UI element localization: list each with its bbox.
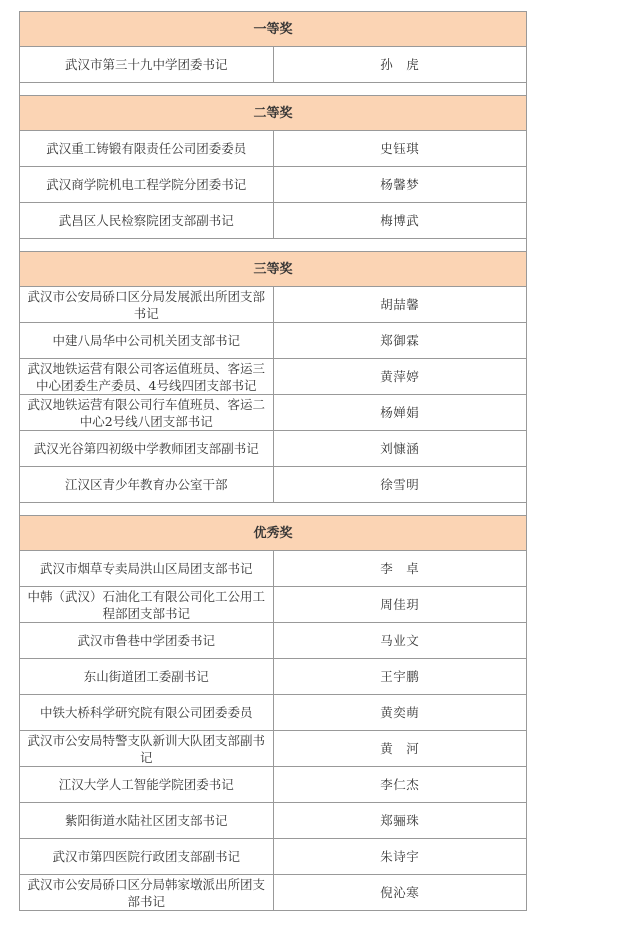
award-title-excellence: 优秀奖 — [20, 516, 527, 551]
name-cell: 郑骊珠 — [273, 803, 527, 839]
award-title-first: 一等奖 — [20, 12, 527, 47]
award-title-third: 三等奖 — [20, 252, 527, 287]
org-cell: 武汉商学院机电工程学院分团委书记 — [20, 167, 274, 203]
award-group-header — [20, 96, 527, 131]
name-cell: 黄 河 — [273, 731, 527, 767]
award-table — [19, 11, 527, 911]
org-cell: 中铁大桥科学研究院有限公司团委委员 — [20, 695, 274, 731]
org-cell: 武汉市鲁巷中学团委书记 — [20, 623, 274, 659]
award-group-header — [20, 516, 527, 551]
table-row — [20, 731, 527, 767]
org-cell: 东山街道团工委副书记 — [20, 659, 274, 695]
org-cell: 武汉光谷第四初级中学教师团支部副书记 — [20, 431, 274, 467]
table-row — [20, 623, 527, 659]
org-cell: 武汉市第三十九中学团委书记 — [20, 47, 274, 83]
table-row — [20, 587, 527, 623]
name-cell: 杨婵娟 — [273, 395, 527, 431]
name-cell: 倪沁寒 — [273, 875, 527, 911]
group-divider — [20, 503, 527, 516]
table-row — [20, 359, 527, 395]
name-cell: 黄奕萌 — [273, 695, 527, 731]
group-divider — [20, 83, 527, 96]
award-group-header — [20, 12, 527, 47]
name-cell: 朱诗宇 — [273, 839, 527, 875]
org-cell: 江汉大学人工智能学院团委书记 — [20, 767, 274, 803]
name-cell: 黄萍婷 — [273, 359, 527, 395]
table-row — [20, 695, 527, 731]
org-cell: 中建八局华中公司机关团支部书记 — [20, 323, 274, 359]
name-cell: 李 卓 — [273, 551, 527, 587]
name-cell: 史钰琪 — [273, 131, 527, 167]
org-cell: 武汉市烟草专卖局洪山区局团支部书记 — [20, 551, 274, 587]
table-row — [20, 167, 527, 203]
table-row — [20, 131, 527, 167]
org-cell: 武汉地铁运营有限公司行车值班员、客运二中心2号线八团支部书记 — [20, 395, 274, 431]
table-row — [20, 47, 527, 83]
name-cell: 孙 虎 — [273, 47, 527, 83]
name-cell: 梅博武 — [273, 203, 527, 239]
name-cell: 徐雪明 — [273, 467, 527, 503]
org-cell: 中韩（武汉）石油化工有限公司化工公用工程部团支部书记 — [20, 587, 274, 623]
name-cell: 王宇鹏 — [273, 659, 527, 695]
group-divider — [20, 239, 527, 252]
table-row — [20, 323, 527, 359]
name-cell: 胡喆馨 — [273, 287, 527, 323]
org-cell: 江汉区青少年教育办公室干部 — [20, 467, 274, 503]
table-row — [20, 287, 527, 323]
name-cell: 刘慷涵 — [273, 431, 527, 467]
table-row — [20, 839, 527, 875]
org-cell: 武汉重工铸锻有限责任公司团委委员 — [20, 131, 274, 167]
table-row — [20, 203, 527, 239]
name-cell: 杨馨梦 — [273, 167, 527, 203]
org-cell: 武汉市公安局特警支队新训大队团支部副书记 — [20, 731, 274, 767]
org-cell: 武汉市公安局硚口区分局发展派出所团支部书记 — [20, 287, 274, 323]
table-row — [20, 803, 527, 839]
table-row — [20, 551, 527, 587]
table-row — [20, 431, 527, 467]
name-cell: 马业文 — [273, 623, 527, 659]
name-cell: 郑御霖 — [273, 323, 527, 359]
org-cell: 武汉地铁运营有限公司客运值班员、客运三中心团委生产委员、4号线四团支部书记 — [20, 359, 274, 395]
org-cell: 紫阳街道水陆社区团支部书记 — [20, 803, 274, 839]
table-row — [20, 659, 527, 695]
org-cell: 武昌区人民检察院团支部副书记 — [20, 203, 274, 239]
name-cell: 周佳玥 — [273, 587, 527, 623]
award-title-second: 二等奖 — [20, 96, 527, 131]
table-row — [20, 767, 527, 803]
award-group-header — [20, 252, 527, 287]
table-row — [20, 395, 527, 431]
name-cell: 李仁杰 — [273, 767, 527, 803]
table-row — [20, 875, 527, 911]
org-cell: 武汉市第四医院行政团支部副书记 — [20, 839, 274, 875]
award-list-sheet — [19, 11, 527, 911]
org-cell: 武汉市公安局硚口区分局韩家墩派出所团支部书记 — [20, 875, 274, 911]
table-row — [20, 467, 527, 503]
